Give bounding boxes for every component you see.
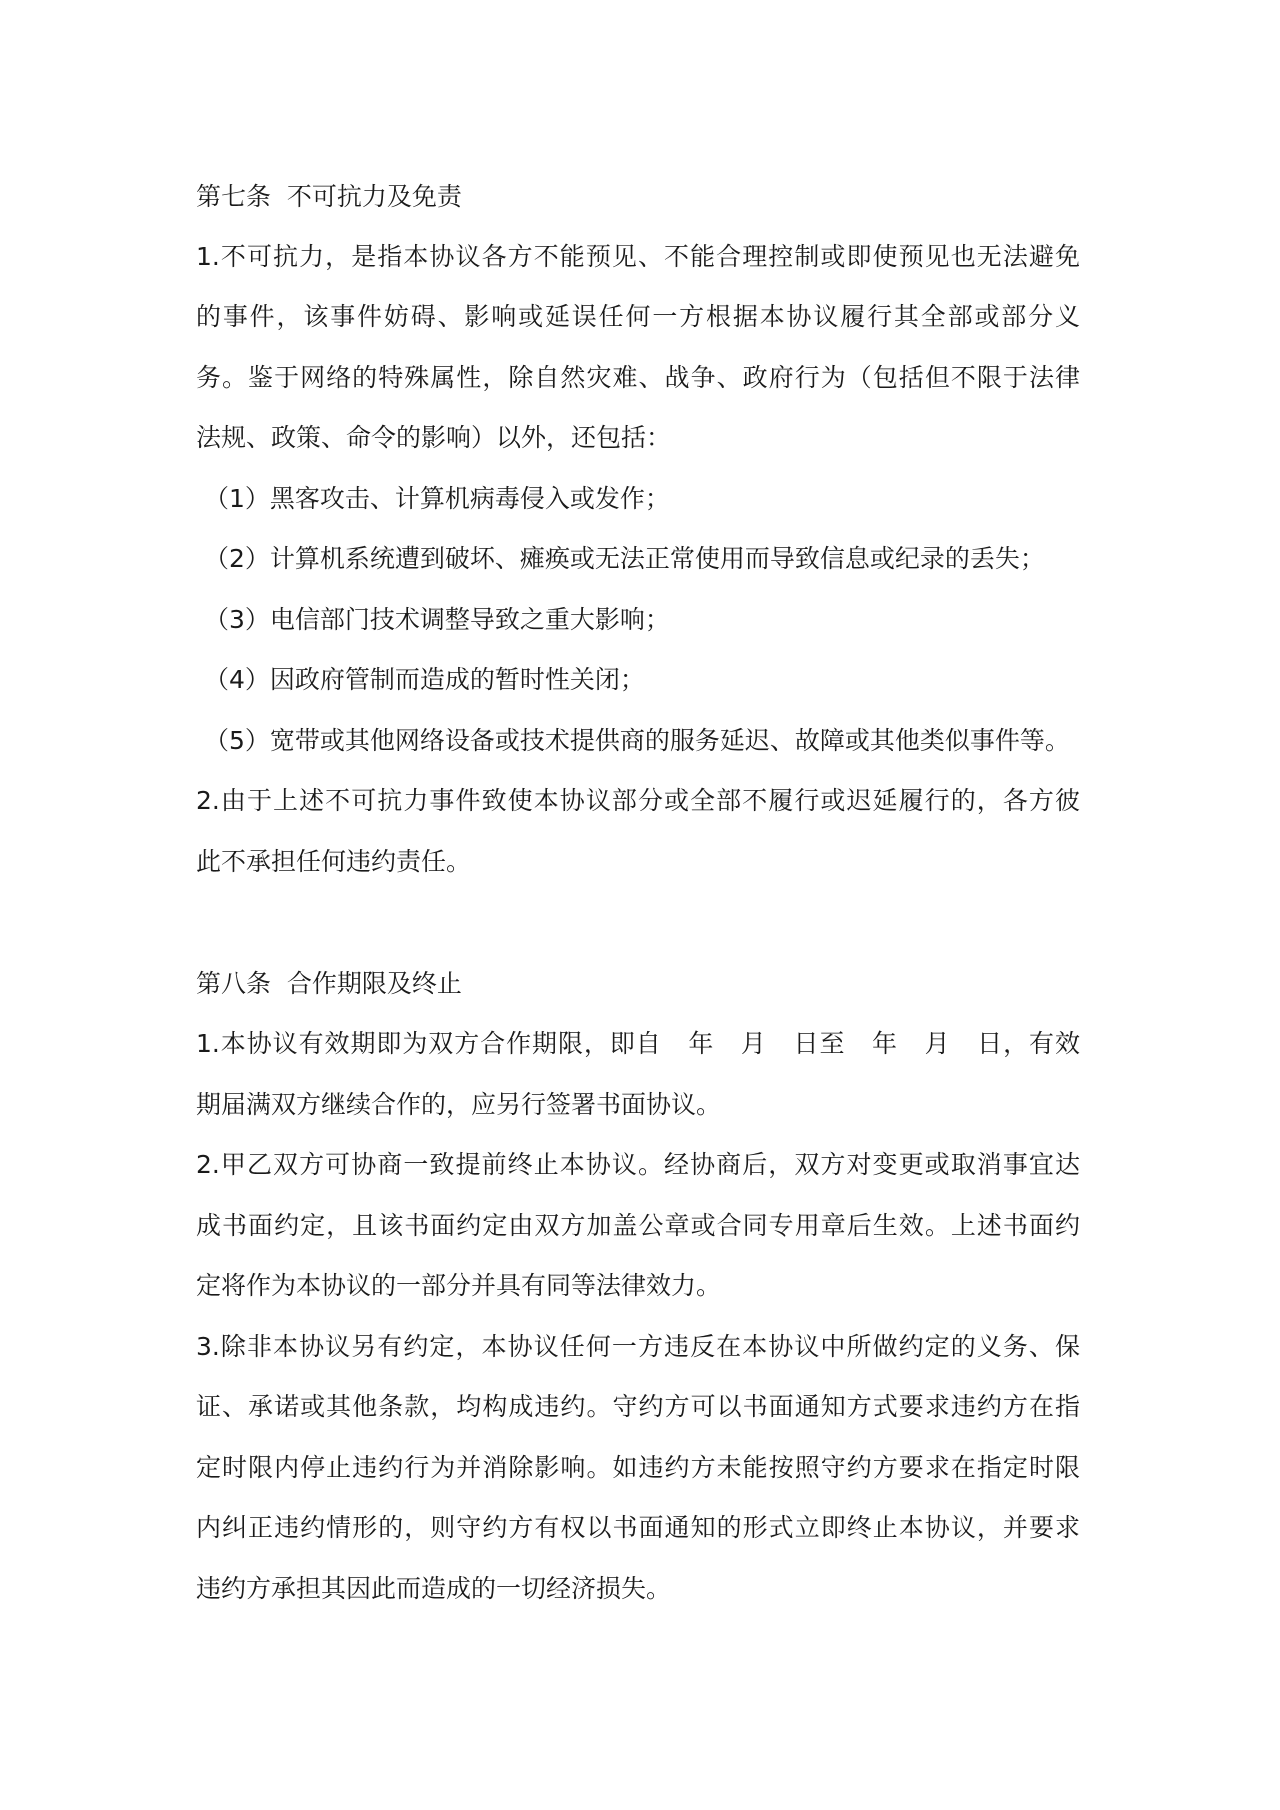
section-7-title: 第七条 不可抗力及免责 [196,182,462,211]
list-item: （2）计算机系统遭到破坏、瘫痪或无法正常使用而导致信息或纪录的丢失； [204,544,1045,573]
paragraph-line: 证、承诺或其他条款，均构成违约。守约方可以书面通知方式要求违约方在指 [196,1392,1080,1421]
list-item: （3）电信部门技术调整导致之重大影响； [204,605,670,634]
paragraph-line: 违约方承担其因此而造成的一切经济损失。 [196,1574,672,1603]
paragraph-line: 定将作为本协议的一部分并具有同等法律效力。 [196,1271,722,1300]
paragraph-line: 法规、政策、命令的影响）以外，还包括： [196,423,672,452]
paragraph-line: 成书面约定，且该书面约定由双方加盖公章或合同专用章后生效。上述书面约 [196,1211,1080,1240]
paragraph-line: 此不承担任何违约责任。 [196,847,472,876]
paragraph-line: 期届满双方继续合作的，应另行签署书面协议。 [196,1090,722,1119]
section-8-title: 第八条 合作期限及终止 [196,969,462,998]
paragraph-line: 务。鉴于网络的特殊属性，除自然灾难、战争、政府行为（包括但不限于法律 [196,363,1080,392]
list-item: （5）宽带或其他网络设备或技术提供商的服务延迟、故障或其他类似事件等。 [204,726,1070,755]
paragraph-line: 内纠正违约情形的，则守约方有权以书面通知的形式立即终止本协议，并要求 [196,1513,1080,1542]
paragraph-line: 2.甲乙双方可协商一致提前终止本协议。经协商后，双方对变更或取消事宜达 [196,1150,1080,1179]
list-item: （4）因政府管制而造成的暂时性关闭； [204,665,645,694]
paragraph-line: 3.除非本协议另有约定，本协议任何一方违反在本协议中所做约定的义务、保 [196,1332,1080,1361]
paragraph-line: 1.本协议有效期即为双方合作期限，即自 年 月 日至 年 月 日，有效 [196,1029,1080,1058]
paragraph-line: 定时限内停止违约行为并消除影响。如违约方未能按照守约方要求在指定时限 [196,1453,1080,1482]
paragraph-line: 的事件，该事件妨碍、影响或延误任何一方根据本协议履行其全部或部分义 [196,302,1080,331]
paragraph-line: 2.由于上述不可抗力事件致使本协议部分或全部不履行或迟延履行的，各方彼 [196,786,1080,815]
list-item: （1）黑客攻击、计算机病毒侵入或发作； [204,484,670,513]
paragraph-line: 1.不可抗力，是指本协议各方不能预见、不能合理控制或即使预见也无法避免 [196,242,1080,271]
